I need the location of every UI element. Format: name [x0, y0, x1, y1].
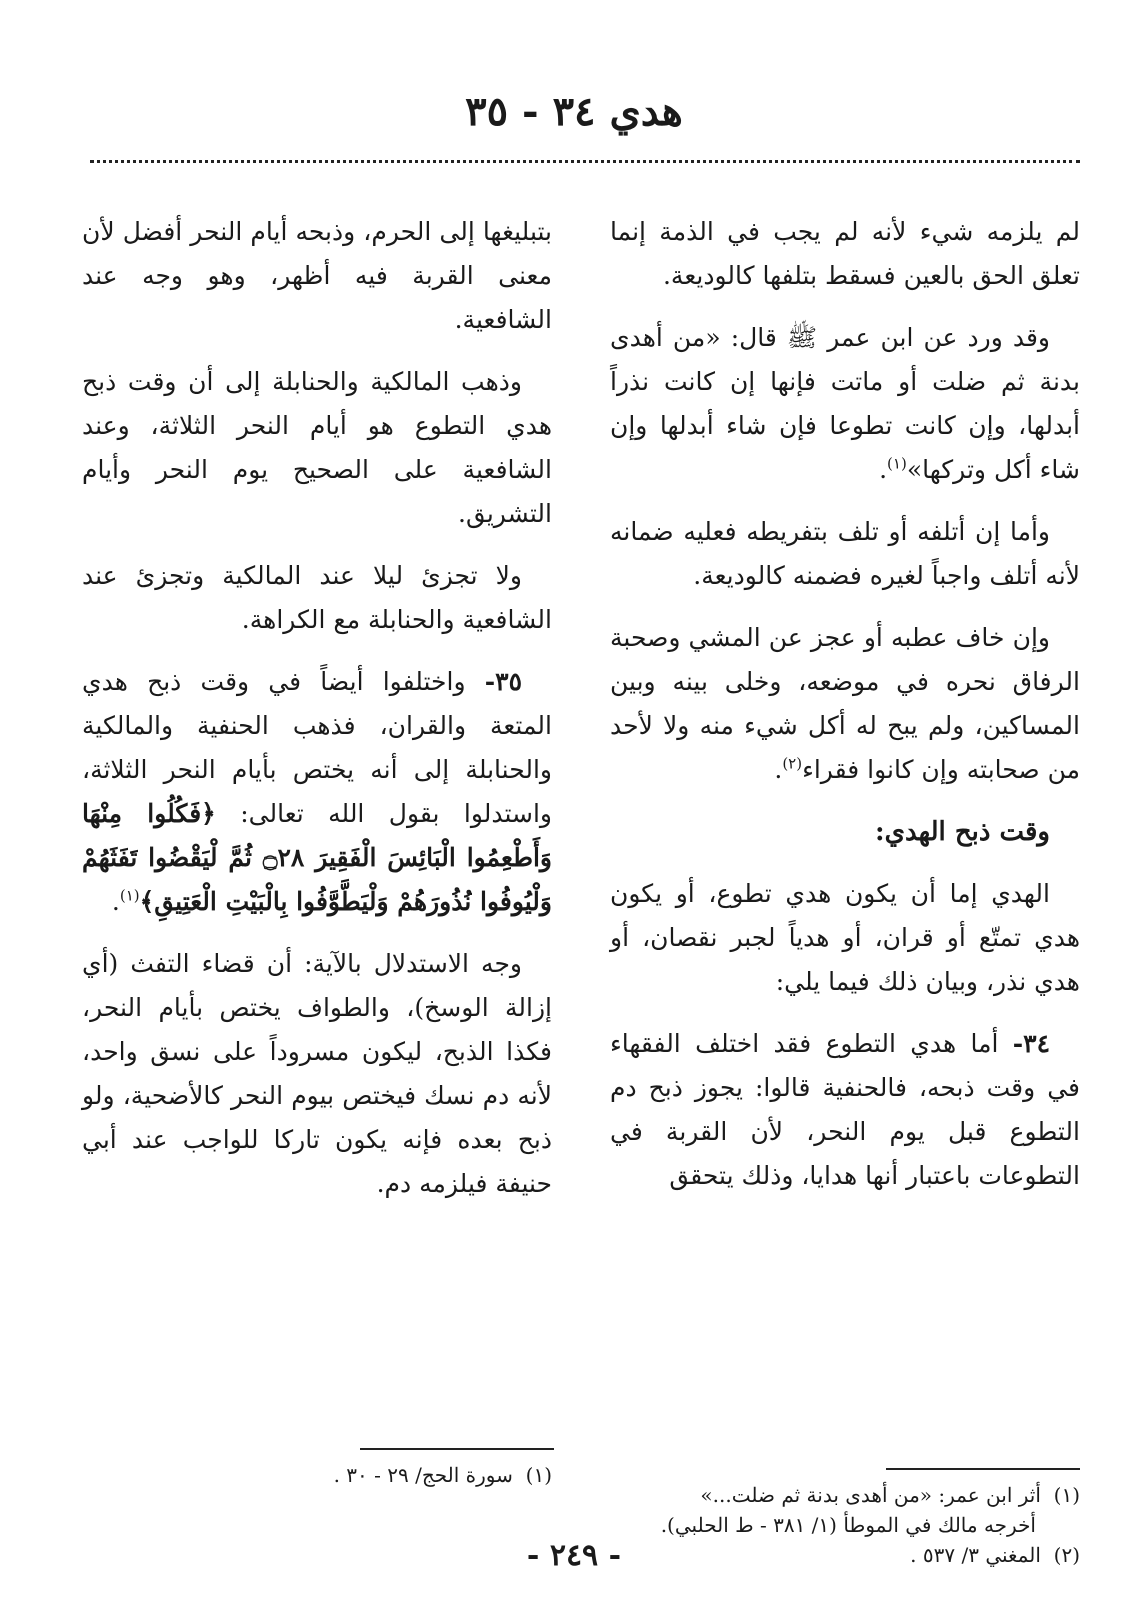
paragraph: الهدي إما أن يكون هدي تطوع، أو يكون هدي تمتّع أو قران، أو هدياً لجبر نقصان، أو هدي نذر، وبيان ذلك فيما يلي: [610, 879, 1080, 996]
paragraph: وجه الاستدلال بالآية: أن قضاء التفث (أي إزالة الوسخ)، والطواف يختص بأيام النحر، فكذا الذبح، ليكون مسروداً على نسق واحد، لأنه دم نسك فيختص بيوم النحر كالأضحية، ولو ذبح بعده فإنه يكون تاركا للواجب عند أبي حنيفة فيلزمه دم. [82, 949, 552, 1198]
footnote [610, 1480, 1080, 1510]
punctuation: . [879, 455, 888, 484]
section-heading: وقت ذبح الهدي: [875, 817, 1050, 847]
footnote-number: (١) [1053, 1483, 1080, 1507]
paragraph-text: وقد ورد عن ابن عمر ﷺ قال: «من أهدى بدنة ثم ضلت أو ماتت فإنها إن كانت نذراً أبدلها، وإن كانت تطوعا فإن شاء أبدلها وإن شاء أكل وتركها» [610, 323, 1080, 484]
paragraph-text: أما هدي التطوع فقد اختلف الفقهاء في وقت ذبحه، فالحنفية قالوا: يجوز ذبح دم التطوع قبل يوم النحر، لأن القربة في التطوعات باعتبار أنها هدايا، وذلك يتحقق [610, 1029, 1080, 1190]
page-title: هدي ٣٤ - ٣٥ [465, 88, 683, 135]
paragraph: ولا تجزئ ليلا عند المالكية وتجزئ عند الشافعية والحنابلة مع الكراهة. [82, 561, 552, 634]
footnote-text: سورة الحج/ ٢٩ - ٣٠ . [333, 1463, 513, 1487]
paragraph [610, 316, 1080, 492]
left-column [82, 210, 552, 1224]
footnote-number: (١) [525, 1463, 552, 1487]
paragraph: وذهب المالكية والحنابلة إلى أن وقت ذبح هدي التطوع هو أيام النحر الثلاثة، وعند الشافعية على الصحيح يوم النحر وأيام التشريق. [82, 367, 552, 528]
footnote-text: المغني ٣/ ٥٣٧ . [910, 1543, 1041, 1567]
paragraph: لم يلزمه شيء لأنه لم يجب في الذمة إنما تعلق الحق بالعين فسقط بتلفها كالوديعة. [610, 217, 1080, 290]
footnote [82, 1460, 552, 1490]
footnote-text: أخرجه مالك في الموطأ (١/ ٣٨١ - ط الحلبي). [660, 1513, 1036, 1537]
header-divider [90, 160, 1080, 163]
punctuation: . [111, 887, 120, 916]
footnote-divider [886, 1468, 1080, 1470]
paragraph [82, 660, 552, 924]
paragraph-text: وإن خاف عطبه أو عجز عن المشي وصحبة الرفاق نحره في موضعه، وخلى بينه وبين المساكين، ولم يبح له أكل شيء منه ولا لأحد من صحابته وإن كانوا فقراء [610, 623, 1080, 784]
footnote-number: (٢) [1053, 1543, 1080, 1567]
paragraph: وأما إن أتلفه أو تلف بتفريطه فعليه ضمانه لأنه أتلف واجباً لغيره فضمنه كالوديعة. [610, 517, 1080, 590]
footnote-ref: (١) [887, 454, 907, 473]
paragraph [610, 1022, 1080, 1198]
right-column [610, 210, 1080, 1216]
page-number: - ٢٤٩ - [526, 1538, 622, 1573]
punctuation: . [774, 755, 783, 784]
paragraph: بتبليغها إلى الحرم، وذبحه أيام النحر أفضل لأن معنى القربة فيه أظهر، وهو وجه عند الشافعية. [82, 217, 552, 334]
footnotes-left [82, 1460, 552, 1490]
footnote-ref: (٢) [782, 754, 803, 773]
footnote-text: أثر ابن عمر: «من أهدى بدنة ثم ضلت...» [700, 1483, 1041, 1507]
footnote-ref: (١) [119, 886, 140, 905]
footnote-divider [360, 1448, 554, 1450]
paragraph [610, 616, 1080, 792]
section-number: ٣٥- [484, 667, 522, 696]
paragraph-text: واختلفوا أيضاً في وقت ذبح هدي المتعة والقران، فذهب الحنفية والمالكية والحنابلة إلى أنه يختص بأيام النحر الثلاثة، واستدلوا بقول الله تعالى: [82, 667, 552, 828]
section-number: ٣٤- [1012, 1029, 1050, 1058]
quran-verse: ﴿فَكُلُوا مِنْهَا وَأَطْعِمُوا الْبَائِسَ الْفَقِيرَ ۝٢٨ ثُمَّ لْيَقْضُوا تَفَثَهُمْ وَلْيُوفُوا نُذُورَهُمْ وَلْيَطَّوَّفُوا بِالْبَيْتِ الْعَتِيقِ﴾ [82, 799, 552, 916]
